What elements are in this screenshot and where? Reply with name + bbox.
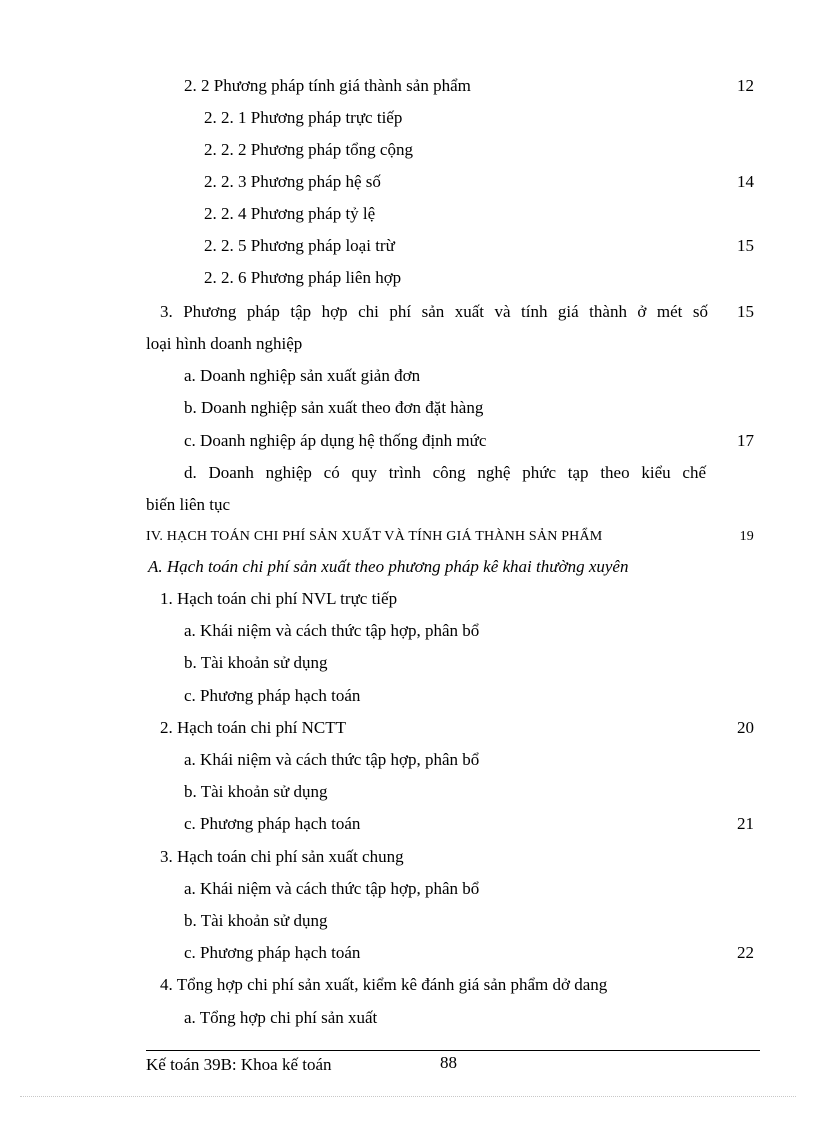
toc-entry-text: a. Khái niệm và cách thức tập hợp, phân bổ <box>184 750 480 769</box>
toc-entry <box>0 969 816 1001</box>
toc-entry-text: 1. Hạch toán chi phí NVL trực tiếp <box>160 589 398 608</box>
toc-entry-text: b. Tài khoản sử dụng <box>184 911 328 930</box>
toc-entry-page: 20 <box>737 718 754 737</box>
toc-entry <box>0 841 816 873</box>
toc-entry <box>0 457 816 489</box>
toc-entry-text: c. Doanh nghiệp áp dụng hệ thống định mức <box>184 431 487 450</box>
toc-entry-text: a. Doanh nghiệp sản xuất giản đơn <box>184 366 421 385</box>
toc-subsection-heading <box>0 551 816 583</box>
toc-entry-page: 14 <box>737 172 754 191</box>
toc-entry <box>0 873 816 905</box>
toc-entry-text: IV. HẠCH TOÁN CHI PHÍ SẢN XUẤT VÀ TÍNH GIÁ THÀNH SẢN PHẨM <box>146 529 603 544</box>
toc-entry <box>0 166 816 198</box>
toc-entry-text: 2. 2. 2 Phương pháp tổng cộng <box>204 140 413 159</box>
toc-entry-text: c. Phương pháp hạch toán <box>184 686 361 705</box>
toc-entry-page: 21 <box>737 814 754 833</box>
toc-entry-text: 2. Hạch toán chi phí NCTT <box>160 718 347 737</box>
toc-entry-page: 15 <box>737 302 754 321</box>
toc-entry <box>0 230 816 262</box>
toc-entry-text: b. Doanh nghiệp sản xuất theo đơn đặt hàng <box>184 398 484 417</box>
toc-entry-text: 4. Tổng hợp chi phí sản xuất, kiểm kê đánh giá sản phẩm dở dang <box>160 975 608 994</box>
toc-entry <box>0 712 816 744</box>
toc-entry-text: a. Tổng hợp chi phí sản xuất <box>184 1008 378 1027</box>
toc-entry-text: b. Tài khoản sử dụng <box>184 782 328 801</box>
toc-entry <box>0 489 816 521</box>
toc-entry-text: c. Phương pháp hạch toán <box>184 943 361 962</box>
toc-entry <box>0 198 816 230</box>
toc-entry-page: 15 <box>737 236 754 255</box>
toc-entry-text: A. Hạch toán chi phí sản xuất theo phương pháp kê khai thường xuyên <box>148 557 629 576</box>
toc-entry <box>0 1002 816 1034</box>
toc-entry-text: 2. 2. 4 Phương pháp tỷ lệ <box>204 204 376 223</box>
toc-entry <box>0 360 816 392</box>
toc-entry-text: biến liên tục <box>146 495 231 514</box>
toc-entry <box>0 615 816 647</box>
toc-entry <box>0 70 816 102</box>
toc-entry-text: 2. 2. 6 Phương pháp liên hợp <box>204 268 402 287</box>
page-edge-divider <box>20 1096 796 1097</box>
toc-entry <box>0 262 816 294</box>
toc-section-heading <box>0 521 816 553</box>
toc-entry <box>0 744 816 776</box>
toc-entry-text: a. Khái niệm và cách thức tập hợp, phân bổ <box>184 879 480 898</box>
toc-entry-page: 12 <box>737 76 754 95</box>
toc-entry <box>0 905 816 937</box>
toc-entry <box>0 296 816 328</box>
footer-page-number: 88 <box>440 1053 457 1072</box>
toc-entry-page: 22 <box>737 943 754 962</box>
toc-entry <box>0 808 816 840</box>
toc-entry-text: b. Tài khoản sử dụng <box>184 653 328 672</box>
footer-text: Kế toán 39B: Khoa kế toán <box>146 1055 332 1074</box>
toc-entry-page: 17 <box>737 431 754 450</box>
toc-entry-text: 3. Phương pháp tập hợp chi phí sản xuất và tính giá thành ở mét số <box>160 302 708 321</box>
toc-entry <box>0 425 816 457</box>
toc-entry-text: c. Phương pháp hạch toán <box>184 814 361 833</box>
toc-entry-text: a. Khái niệm và cách thức tập hợp, phân bổ <box>184 621 480 640</box>
toc-entry-text: d. Doanh nghiệp có quy trình công nghệ phức tạp theo kiểu chế <box>184 463 706 482</box>
toc-entry-text: 2. 2. 3 Phương pháp hệ số <box>204 172 381 191</box>
toc-entry <box>0 392 816 424</box>
toc-entry <box>0 328 816 360</box>
toc-entry <box>0 776 816 808</box>
toc-entry <box>0 680 816 712</box>
toc-entry <box>0 937 816 969</box>
footer-divider <box>146 1050 760 1051</box>
toc-entry-text: 2. 2 Phương pháp tính giá thành sản phẩm <box>184 76 471 95</box>
toc-entry-text: loại hình doanh nghiệp <box>146 334 303 353</box>
toc-entry <box>0 134 816 166</box>
toc-entry-text: 2. 2. 5 Phương pháp loại trừ <box>204 236 395 255</box>
toc-entry-text: 3. Hạch toán chi phí sản xuất chung <box>160 847 404 866</box>
toc-entry <box>0 583 816 615</box>
toc-entry-text: 2. 2. 1 Phương pháp trực tiếp <box>204 108 403 127</box>
toc-entry <box>0 647 816 679</box>
toc-entry-page: 19 <box>739 529 754 544</box>
toc-entry <box>0 102 816 134</box>
